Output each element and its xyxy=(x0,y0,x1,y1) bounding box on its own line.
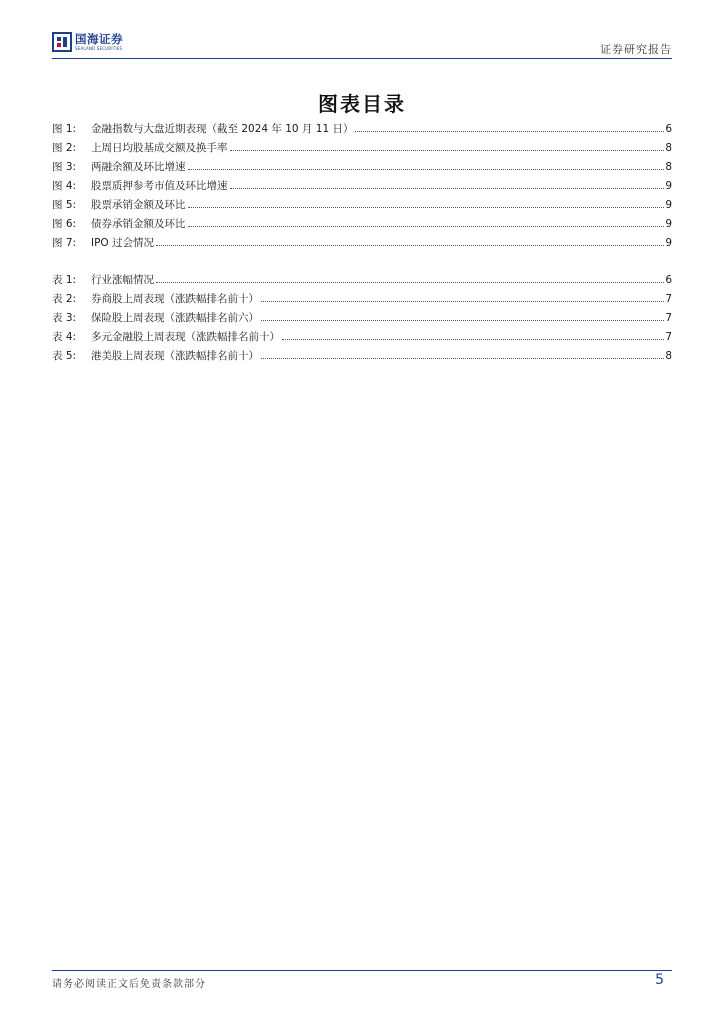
toc-dot-leader xyxy=(188,226,665,227)
toc-entry-label: 图 6: xyxy=(52,218,77,230)
toc-dot-leader xyxy=(230,188,665,189)
toc-entry-page: 9 xyxy=(665,237,672,249)
toc-dot-leader xyxy=(355,131,664,132)
toc-figure-entry[interactable] xyxy=(52,196,672,215)
toc-dot-leader xyxy=(188,207,665,208)
toc-dot-leader xyxy=(156,282,664,283)
toc-entry-label: 表 1: xyxy=(52,274,77,286)
footer-disclaimer: 请务必阅读正文后免责条款部分 xyxy=(52,979,206,990)
toc-entry-title[interactable]: 股票承销金额及环比 xyxy=(91,199,186,211)
toc-figure-entry[interactable] xyxy=(52,234,672,253)
toc-entry-title[interactable]: 保险股上周表现（涨跌幅排名前六） xyxy=(91,312,259,324)
toc-entry-label: 表 2: xyxy=(52,293,77,305)
footer-divider xyxy=(52,970,672,971)
logo-chinese-name: 国海证券 xyxy=(75,32,123,46)
toc-entry-label: 表 5: xyxy=(52,350,77,362)
toc-entry-title[interactable]: 两融余额及环比增速 xyxy=(91,161,186,173)
toc-entry-page: 9 xyxy=(665,218,672,230)
toc-table-entry[interactable] xyxy=(52,309,672,328)
toc-table-entry[interactable] xyxy=(52,347,672,366)
toc-table-entry[interactable] xyxy=(52,290,672,309)
toc-entry-label: 表 4: xyxy=(52,331,77,343)
toc-entry-label: 表 3: xyxy=(52,312,77,324)
toc-entry-label: 图 2: xyxy=(52,142,77,154)
page-header xyxy=(52,30,672,60)
toc-entry-title[interactable]: 多元金融股上周表现（涨跌幅排名前十） xyxy=(91,331,280,343)
toc-table-entry[interactable] xyxy=(52,328,672,347)
toc-entry-title[interactable]: IPO 过会情况 xyxy=(91,237,155,249)
toc-entry-page: 9 xyxy=(665,180,672,192)
toc-entry-title[interactable]: 行业涨幅情况 xyxy=(91,274,154,286)
toc-figure-entry[interactable] xyxy=(52,177,672,196)
toc-entry-page: 6 xyxy=(665,123,672,135)
toc-entry-page: 7 xyxy=(665,312,672,324)
toc-dot-leader xyxy=(261,358,664,359)
toc-entry-page: 6 xyxy=(665,274,672,286)
toc-entry-title[interactable]: 港美股上周表现（涨跌幅排名前十） xyxy=(91,350,259,362)
header-divider xyxy=(52,58,672,59)
toc-entry-title[interactable]: 上周日均股基成交额及换手率 xyxy=(91,142,228,154)
toc-figure-entry[interactable] xyxy=(52,120,672,139)
toc-entry-title[interactable]: 股票质押参考市值及环比增速 xyxy=(91,180,228,192)
toc-table-entry[interactable] xyxy=(52,271,672,290)
toc-entry-page: 8 xyxy=(665,350,672,362)
toc-entry-title[interactable]: 债券承销金额及环比 xyxy=(91,218,186,230)
toc-dot-leader xyxy=(156,245,664,246)
toc-entry-label: 图 7: xyxy=(52,237,77,249)
toc-dot-leader xyxy=(261,320,664,321)
toc-entry-page: 8 xyxy=(665,161,672,173)
toc-entry-label: 图 3: xyxy=(52,161,77,173)
toc-figure-entry[interactable] xyxy=(52,215,672,234)
toc-dot-leader xyxy=(261,301,664,302)
toc-entry-page: 9 xyxy=(665,199,672,211)
toc-entry-label: 图 5: xyxy=(52,199,77,211)
toc-dot-leader xyxy=(188,169,665,170)
figures-list xyxy=(52,120,672,253)
page-title: 图表目录 xyxy=(318,92,406,116)
logo-english-name: SEALAND SECURITIES xyxy=(75,46,123,51)
toc-entry-page: 7 xyxy=(665,293,672,305)
toc-entry-title[interactable]: 券商股上周表现（涨跌幅排名前十） xyxy=(91,293,259,305)
tables-list xyxy=(52,271,672,366)
toc-entry-page: 7 xyxy=(665,331,672,343)
toc-entry-label: 图 1: xyxy=(52,123,77,135)
toc-entry-title[interactable]: 金融指数与大盘近期表现（截至 2024 年 10 月 11 日） xyxy=(91,123,354,135)
company-logo xyxy=(52,32,132,54)
toc-entry-page: 8 xyxy=(665,142,672,154)
toc-figure-entry[interactable] xyxy=(52,139,672,158)
toc-dot-leader xyxy=(282,339,664,340)
toc-dot-leader xyxy=(230,150,665,151)
page-number: 5 xyxy=(655,972,664,988)
toc-figure-entry[interactable] xyxy=(52,158,672,177)
report-type-label: 证券研究报告 xyxy=(600,43,672,56)
toc-entry-label: 图 4: xyxy=(52,180,77,192)
sealand-logo-icon xyxy=(52,32,72,52)
